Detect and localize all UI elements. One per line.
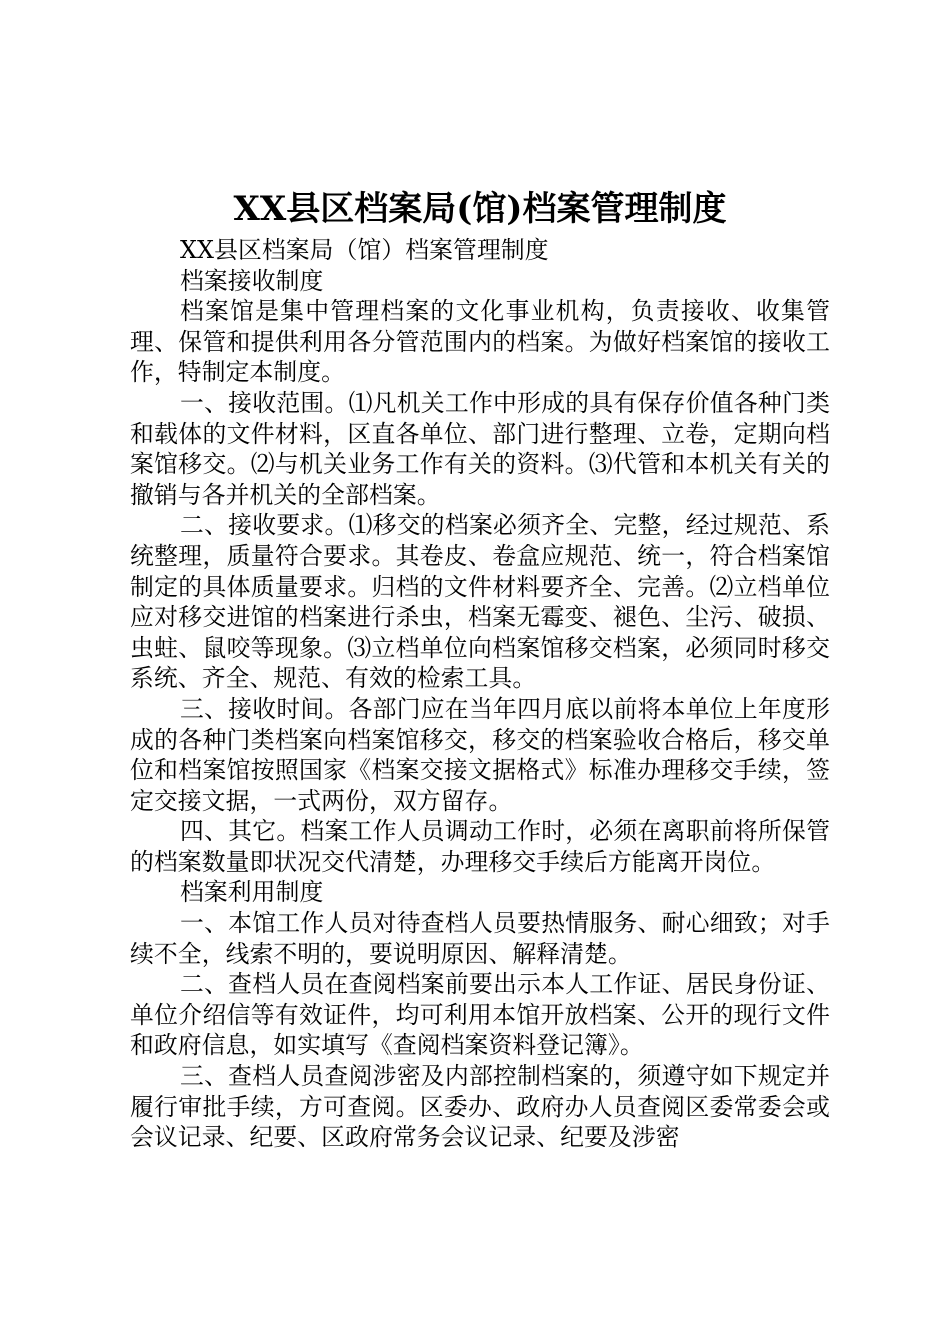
document-page bbox=[130, 183, 830, 1153]
paragraph-subtitle: XX县区档案局（馆）档案管理制度 bbox=[180, 236, 549, 264]
section-heading-usage: 档案利用制度 bbox=[180, 878, 324, 907]
paragraph-receiving-scope: 一、接收范围。⑴凡机关工作中形成的具有保存价值各种门类和载体的文件材料，区直各单位、部门进行整理、立卷，定期向档案馆移交。⑵与机关业务工作有关的资料。⑶代管和本机关有关的撤销与各并机关的全部档案。 bbox=[130, 388, 830, 509]
document-title: XX县区档案局(馆)档案管理制度 bbox=[233, 189, 727, 229]
paragraph-usage-1: 一、本馆工作人员对待查档人员要热情服务、耐心细致；对手续不全，线索不明的，要说明原因、解释清楚。 bbox=[130, 909, 830, 968]
paragraph-other: 四、其它。档案工作人员调动工作时，必须在离职前将所保管的档案数量即状况交代清楚，办理移交手续后方能离开岗位。 bbox=[130, 817, 830, 876]
paragraph-usage-2: 二、查档人员在查阅档案前要出示本人工作证、居民身份证、单位介绍信等有效证件，均可利用本馆开放档案、公开的现行文件和政府信息，如实填写《查阅档案资料登记簿》。 bbox=[130, 970, 830, 1060]
paragraph-intro: 档案馆是集中管理档案的文化事业机构，负责接收、收集管理、保管和提供利用各分管范围内的档案。为做好档案馆的接收工作，特制定本制度。 bbox=[130, 297, 830, 387]
section-heading-receiving: 档案接收制度 bbox=[180, 266, 324, 295]
paragraph-usage-3: 三、查档人员查阅涉密及内部控制档案的，须遵守如下规定并履行审批手续，方可查阅。区委办、政府办人员查阅区委常委会或会议记录、纪要、区政府常务会议记录、纪要及涉密 bbox=[130, 1062, 830, 1152]
paragraph-receiving-time: 三、接收时间。各部门应在当年四月底以前将本单位上年度形成的各种门类档案向档案馆移交，移交的档案验收合格后，移交单位和档案馆按照国家《档案交接文据格式》标准办理移交手续，签定交接文据，一式两份，双方留存。 bbox=[130, 694, 830, 815]
paragraph-receiving-requirements: 二、接收要求。⑴移交的档案必须齐全、完整，经过规范、系统整理，质量符合要求。其卷皮、卷盒应规范、统一，符合档案馆制定的具体质量要求。归档的文件材料要齐全、完善。⑵立档单位应对移交进馆的档案进行杀虫，档案无霉变、褪色、尘污、破损、虫蛀、鼠咬等现象。⑶立档单位向档案馆移交档案，必须同时移交系统、齐全、规范、有效的检索工具。 bbox=[130, 511, 830, 693]
